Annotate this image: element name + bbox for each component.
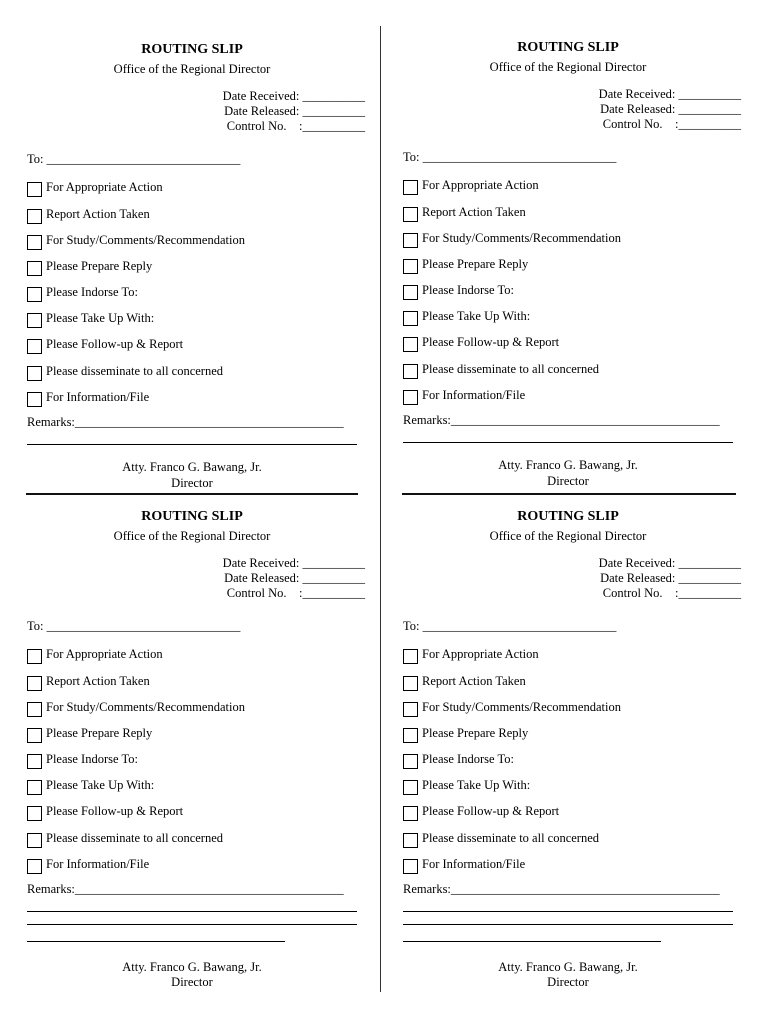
routing-option: [27, 207, 150, 225]
remarks-line: [27, 911, 357, 912]
routing-option: [27, 857, 149, 875]
remarks-field[interactable]: Remarks:___________________________________________: [403, 882, 720, 896]
option-label: For Information/File: [46, 390, 150, 404]
routing-option: [27, 778, 154, 796]
routing-option: [403, 778, 530, 796]
routing-option: [27, 674, 150, 692]
option-label: For Study/Comments/Recommendation: [46, 700, 245, 714]
routing-option: [403, 283, 514, 301]
signatory-name: Atty. Franco G. Bawang, Jr.: [498, 458, 638, 472]
slip-title: ROUTING SLIP: [517, 509, 619, 524]
option-label: Please Indorse To:: [46, 752, 138, 766]
option-label: Please Indorse To:: [422, 752, 514, 766]
option-checkbox[interactable]: [403, 676, 418, 691]
option-label: Report Action Taken: [46, 674, 150, 688]
horizontal-divider-left: [26, 493, 358, 495]
option-checkbox[interactable]: [403, 702, 418, 717]
control-number-field[interactable]: Control No. :__________: [602, 586, 741, 600]
routing-option: [403, 831, 599, 849]
slip-title: ROUTING SLIP: [141, 509, 243, 524]
remarks-line: [403, 442, 733, 443]
option-label: Please disseminate to all concerned: [422, 831, 600, 845]
signatory-name: Atty. Franco G. Bawang, Jr.: [122, 460, 262, 474]
control-number-field[interactable]: Control No. :__________: [226, 586, 365, 600]
routing-option: [403, 857, 525, 875]
date-received-field[interactable]: Date Received: __________: [222, 556, 365, 570]
routing-option: [27, 311, 154, 329]
option-label: Report Action Taken: [46, 207, 150, 221]
routing-option: [403, 700, 621, 718]
control-number-field[interactable]: Control No. :__________: [226, 119, 365, 133]
option-label: Please Indorse To:: [422, 283, 514, 297]
routing-option: [27, 831, 223, 849]
to-field[interactable]: To: _______________________________: [27, 619, 241, 633]
routing-option: [403, 335, 559, 353]
routing-option: [27, 180, 163, 198]
date-released-field[interactable]: Date Released: __________: [224, 104, 365, 118]
routing-option: [27, 285, 138, 303]
option-label: For Information/File: [422, 388, 526, 402]
option-label: For Study/Comments/Recommendation: [46, 233, 245, 247]
option-checkbox[interactable]: [27, 392, 42, 407]
routing-option: [403, 726, 528, 744]
option-checkbox[interactable]: [27, 833, 42, 848]
option-checkbox[interactable]: [403, 859, 418, 874]
option-checkbox[interactable]: [27, 339, 42, 354]
routing-option: [27, 647, 163, 665]
option-checkbox[interactable]: [27, 366, 42, 381]
signatory-title: Director: [171, 476, 213, 490]
routing-option: [403, 752, 514, 770]
routing-option: [403, 388, 525, 406]
option-checkbox[interactable]: [27, 859, 42, 874]
signatory-title: Director: [171, 975, 213, 989]
slip-subtitle: Office of the Regional Director: [489, 529, 647, 543]
option-label: Please disseminate to all concerned: [46, 831, 224, 845]
option-label: Please Prepare Reply: [46, 259, 153, 273]
option-label: Please Prepare Reply: [422, 257, 529, 271]
routing-option: [403, 647, 539, 665]
option-checkbox[interactable]: [27, 209, 42, 224]
slip-subtitle: Office of the Regional Director: [113, 529, 271, 543]
date-received-field[interactable]: Date Received: __________: [598, 556, 741, 570]
slip-subtitle: Office of the Regional Director: [113, 62, 271, 76]
routing-option: [403, 674, 526, 692]
option-checkbox[interactable]: [403, 233, 418, 248]
routing-option: [27, 752, 138, 770]
remarks-line: [403, 941, 661, 942]
to-field[interactable]: To: _______________________________: [403, 150, 617, 164]
option-checkbox[interactable]: [27, 261, 42, 276]
remarks-field[interactable]: Remarks:___________________________________________: [27, 882, 344, 896]
option-label: For Information/File: [46, 857, 150, 871]
routing-option: [27, 390, 149, 408]
option-checkbox[interactable]: [27, 182, 42, 197]
routing-option: [27, 259, 152, 277]
option-label: For Study/Comments/Recommendation: [422, 231, 621, 245]
option-label: Please Follow-up & Report: [46, 337, 184, 351]
option-checkbox[interactable]: [27, 676, 42, 691]
signatory-title: Director: [547, 975, 589, 989]
option-checkbox[interactable]: [27, 313, 42, 328]
option-checkbox[interactable]: [403, 337, 418, 352]
option-checkbox[interactable]: [403, 207, 418, 222]
option-label: For Appropriate Action: [46, 180, 163, 194]
routing-option: [403, 309, 530, 327]
option-label: For Information/File: [422, 857, 526, 871]
routing-option: [403, 231, 621, 249]
option-checkbox[interactable]: [403, 728, 418, 743]
option-checkbox[interactable]: [403, 259, 418, 274]
remarks-line: [27, 941, 285, 942]
option-label: Please Follow-up & Report: [422, 335, 560, 349]
routing-option: [403, 804, 559, 822]
date-released-field[interactable]: Date Released: __________: [600, 102, 741, 116]
signatory-name: Atty. Franco G. Bawang, Jr.: [498, 960, 638, 974]
option-label: Please Take Up With:: [46, 778, 155, 792]
option-label: Please disseminate to all concerned: [422, 362, 600, 376]
routing-option: [403, 178, 539, 196]
option-checkbox[interactable]: [403, 364, 418, 379]
remarks-line: [27, 924, 357, 925]
date-received-field[interactable]: Date Received: __________: [222, 89, 365, 103]
date-received-field[interactable]: Date Received: __________: [598, 87, 741, 101]
vertical-divider: [380, 26, 381, 992]
option-label: Report Action Taken: [422, 674, 526, 688]
option-checkbox[interactable]: [27, 728, 42, 743]
remarks-line: [27, 444, 357, 445]
option-checkbox[interactable]: [403, 806, 418, 821]
slip-title: ROUTING SLIP: [517, 40, 619, 55]
signatory-title: Director: [547, 474, 589, 488]
to-field[interactable]: To: _______________________________: [403, 619, 617, 633]
date-released-field[interactable]: Date Released: __________: [224, 571, 365, 585]
remarks-field[interactable]: Remarks:___________________________________________: [403, 413, 720, 427]
option-label: Please Follow-up & Report: [422, 804, 560, 818]
option-checkbox[interactable]: [403, 780, 418, 795]
option-label: For Study/Comments/Recommendation: [422, 700, 621, 714]
remarks-line: [403, 924, 733, 925]
routing-option: [403, 257, 528, 275]
control-number-field[interactable]: Control No. :__________: [602, 117, 741, 131]
option-label: Please Prepare Reply: [422, 726, 529, 740]
option-checkbox[interactable]: [403, 649, 418, 664]
horizontal-divider-right: [402, 493, 736, 495]
option-checkbox[interactable]: [403, 311, 418, 326]
option-checkbox[interactable]: [27, 702, 42, 717]
option-checkbox[interactable]: [27, 806, 42, 821]
option-checkbox[interactable]: [27, 780, 42, 795]
routing-option: [27, 364, 223, 382]
option-label: Please Take Up With:: [422, 309, 531, 323]
slip-title: ROUTING SLIP: [141, 42, 243, 57]
option-checkbox[interactable]: [27, 649, 42, 664]
option-label: For Appropriate Action: [422, 647, 539, 661]
routing-option: [403, 362, 599, 380]
option-checkbox[interactable]: [27, 235, 42, 250]
option-checkbox[interactable]: [403, 285, 418, 300]
option-checkbox[interactable]: [403, 180, 418, 195]
slip-subtitle: Office of the Regional Director: [489, 60, 647, 74]
option-label: Please Take Up With:: [46, 311, 155, 325]
option-label: Please disseminate to all concerned: [46, 364, 224, 378]
signatory-name: Atty. Franco G. Bawang, Jr.: [122, 960, 262, 974]
option-label: Please Prepare Reply: [46, 726, 153, 740]
option-label: Please Follow-up & Report: [46, 804, 184, 818]
remarks-line: [403, 911, 733, 912]
option-label: For Appropriate Action: [46, 647, 163, 661]
option-checkbox[interactable]: [27, 754, 42, 769]
routing-option: [27, 233, 245, 251]
date-released-field[interactable]: Date Released: __________: [600, 571, 741, 585]
option-label: For Appropriate Action: [422, 178, 539, 192]
routing-option: [27, 337, 183, 355]
routing-option: [27, 700, 245, 718]
option-checkbox[interactable]: [27, 287, 42, 302]
routing-option: [27, 726, 152, 744]
option-checkbox[interactable]: [403, 833, 418, 848]
option-label: Please Indorse To:: [46, 285, 138, 299]
routing-option: [27, 804, 183, 822]
option-checkbox[interactable]: [403, 754, 418, 769]
remarks-field[interactable]: Remarks:___________________________________________: [27, 415, 344, 429]
routing-option: [403, 205, 526, 223]
option-label: Please Take Up With:: [422, 778, 531, 792]
option-checkbox[interactable]: [403, 390, 418, 405]
to-field[interactable]: To: _______________________________: [27, 152, 241, 166]
option-label: Report Action Taken: [422, 205, 526, 219]
